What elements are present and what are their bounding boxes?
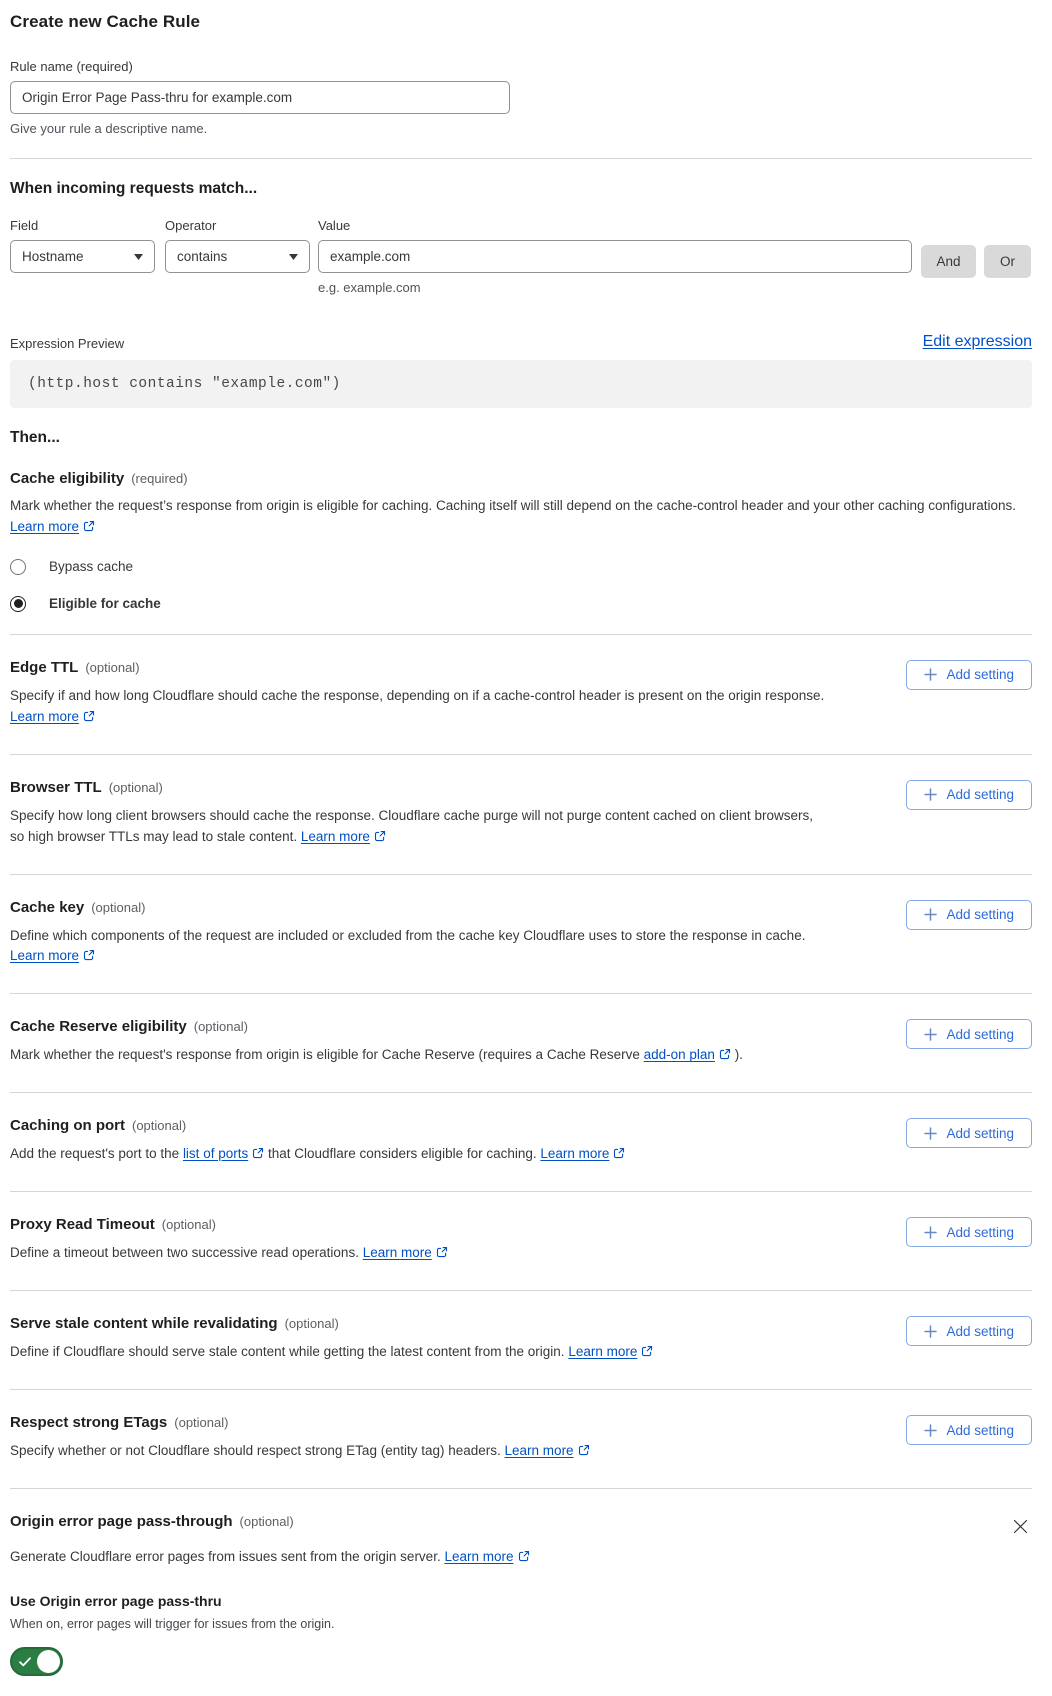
rule-name-label: Rule name (required) xyxy=(10,59,133,74)
add-setting-label: Add setting xyxy=(946,1323,1014,1339)
match-heading: When incoming requests match... xyxy=(10,180,258,197)
external-link-icon xyxy=(83,949,95,961)
section-heading: Caching on port xyxy=(10,1117,125,1135)
then-heading: Then... xyxy=(10,429,60,446)
edit-expression-link[interactable]: Edit expression xyxy=(922,333,1032,350)
learn-more-link[interactable]: Learn more xyxy=(10,948,95,963)
expression-code: (http.host contains "example.com") xyxy=(10,360,1032,408)
section-description: Add the request's port to the list of ports that Cloudflare considers eligible for caching. Learn more xyxy=(10,1144,828,1165)
add-setting-label: Add setting xyxy=(946,1026,1014,1042)
section-heading: Proxy Read Timeout xyxy=(10,1216,155,1234)
add-setting-button[interactable] xyxy=(906,1118,1032,1148)
section-description: Define if Cloudflare should serve stale content while getting the latest content from the origin. Learn more xyxy=(10,1342,828,1363)
external-link-icon xyxy=(719,1048,731,1060)
learn-more-link[interactable]: Learn more xyxy=(444,1549,529,1564)
plus-icon xyxy=(924,1028,937,1041)
external-link-icon xyxy=(83,710,95,722)
setting-section xyxy=(10,875,1032,995)
add-setting-label: Add setting xyxy=(946,787,1014,803)
close-button[interactable] xyxy=(1009,1515,1032,1538)
add-setting-button[interactable] xyxy=(906,1415,1032,1445)
section-heading: Cache Reserve eligibility xyxy=(10,1018,187,1036)
required-tag: (required) xyxy=(131,471,188,486)
toggle-knob xyxy=(37,1650,60,1673)
value-label: Value xyxy=(318,218,351,233)
learn-more-link[interactable]: Learn more xyxy=(568,1344,653,1359)
or-button[interactable]: Or xyxy=(984,245,1031,278)
origin-error-setting-label: Use Origin error page pass-thru xyxy=(10,1592,222,1609)
external-link-icon xyxy=(374,830,386,842)
external-link-icon xyxy=(252,1147,264,1159)
add-setting-label: Add setting xyxy=(946,1422,1014,1438)
cache-eligibility-description: Mark whether the request’s response from origin is eligible for caching. Caching itself will still depend on the cache-control header and your other caching configurations. Learn more xyxy=(10,498,1017,534)
radio-circle-checked-icon xyxy=(10,596,26,612)
origin-error-heading: Origin error page pass-through xyxy=(10,1512,233,1530)
page-title: Create new Cache Rule xyxy=(10,12,201,31)
plus-icon xyxy=(924,1424,937,1437)
expression-preview-row xyxy=(10,333,1032,351)
setting-section xyxy=(10,635,1032,755)
rule-name-helper: Give your rule a descriptive name. xyxy=(10,121,208,136)
optional-tag: (optional) xyxy=(161,1217,216,1233)
add-setting-label: Add setting xyxy=(946,907,1014,923)
external-link-icon xyxy=(641,1345,653,1357)
section-heading: Browser TTL xyxy=(10,778,102,796)
optional-settings-list xyxy=(10,634,1032,1489)
learn-more-link[interactable]: Learn more xyxy=(505,1443,590,1458)
optional-tag: (optional) xyxy=(91,899,146,915)
origin-error-description: Generate Cloudflare error pages from issues sent from the origin server. Learn more xyxy=(10,1547,1032,1568)
section-description: Define a timeout between two successive read operations. Learn more xyxy=(10,1243,828,1264)
add-setting-button[interactable] xyxy=(906,900,1032,930)
learn-more-link[interactable]: Learn more xyxy=(363,1245,448,1260)
setting-section xyxy=(10,1093,1032,1192)
plus-icon xyxy=(924,788,937,801)
add-setting-label: Add setting xyxy=(946,667,1014,683)
external-link-icon xyxy=(436,1246,448,1258)
learn-more-link[interactable]: Learn more xyxy=(540,1146,625,1161)
plus-icon xyxy=(924,908,937,921)
optional-tag: (optional) xyxy=(85,659,140,675)
origin-error-setting-helper: When on, error pages will trigger for issues from the origin. xyxy=(10,1616,335,1631)
field-select-value: Hostname xyxy=(22,249,84,264)
section-heading: Cache key xyxy=(10,898,85,916)
optional-tag: (optional) xyxy=(193,1019,248,1035)
external-link-icon xyxy=(83,520,95,532)
add-setting-button[interactable] xyxy=(906,780,1032,810)
origin-error-section xyxy=(10,1489,1032,1676)
radio-option-eligible-for-cache[interactable] xyxy=(10,596,161,612)
expression-preview-label: Expression Preview xyxy=(10,336,125,351)
plus-icon xyxy=(924,668,937,681)
chevron-down-icon xyxy=(134,254,143,260)
radio-label: Eligible for cache xyxy=(49,596,161,612)
and-button[interactable]: And xyxy=(921,245,976,278)
section-description: Specify how long client browsers should cache the response. Cloudflare cache purge will not purge content cached on client browsers, so high browser TTLs may lead to stale content. Learn more xyxy=(10,807,813,844)
add-setting-button[interactable] xyxy=(906,1217,1032,1247)
field-select[interactable] xyxy=(10,240,155,273)
plus-icon xyxy=(924,1226,937,1239)
section-description: Specify whether or not Cloudflare should respect strong ETag (entity tag) headers. Learn more xyxy=(10,1441,828,1462)
learn-more-link[interactable]: Learn more xyxy=(10,519,95,534)
value-helper: e.g. example.com xyxy=(318,280,421,295)
check-icon xyxy=(19,1657,31,1667)
chevron-down-icon xyxy=(289,254,298,260)
operator-label: Operator xyxy=(165,218,217,233)
origin-error-toggle[interactable] xyxy=(10,1647,63,1676)
value-input[interactable] xyxy=(318,240,912,273)
setting-section xyxy=(10,1291,1032,1390)
operator-select-value: contains xyxy=(177,249,228,264)
radio-option-bypass-cache[interactable] xyxy=(10,559,133,575)
rule-name-input[interactable] xyxy=(10,81,510,114)
setting-section xyxy=(10,1192,1032,1291)
cache-eligibility-heading: Cache eligibility xyxy=(10,470,125,487)
field-label: Field xyxy=(10,218,39,233)
plus-icon xyxy=(924,1325,937,1338)
divider xyxy=(10,158,1032,159)
close-icon xyxy=(1013,1519,1028,1534)
add-setting-label: Add setting xyxy=(946,1125,1014,1141)
optional-tag: (optional) xyxy=(239,1513,294,1529)
learn-more-link[interactable]: Learn more xyxy=(10,709,95,724)
add-setting-label: Add setting xyxy=(946,1224,1014,1240)
add-setting-button[interactable] xyxy=(906,1019,1032,1049)
external-link-icon xyxy=(578,1444,590,1456)
setting-section xyxy=(10,994,1032,1093)
optional-tag: (optional) xyxy=(108,779,163,795)
external-link-icon xyxy=(613,1147,625,1159)
optional-tag: (optional) xyxy=(174,1415,229,1431)
section-heading: Edge TTL xyxy=(10,658,79,676)
add-setting-button[interactable] xyxy=(906,1316,1032,1346)
optional-tag: (optional) xyxy=(132,1118,187,1134)
external-link-icon xyxy=(518,1550,530,1562)
setting-section xyxy=(10,1390,1032,1489)
section-heading: Serve stale content while revalidating xyxy=(10,1315,278,1333)
section-description: Mark whether the request's response from origin is eligible for Cache Reserve (requires a Cache Reserve add-on plan ). xyxy=(10,1047,743,1063)
setting-section xyxy=(10,755,1032,875)
add-setting-button[interactable] xyxy=(906,660,1032,690)
match-row xyxy=(10,218,1032,295)
operator-select[interactable] xyxy=(165,240,310,273)
plus-icon xyxy=(924,1127,937,1140)
optional-tag: (optional) xyxy=(284,1316,339,1332)
radio-circle-icon xyxy=(10,559,26,575)
learn-more-link[interactable]: Learn more xyxy=(301,829,386,844)
radio-label: Bypass cache xyxy=(49,559,134,575)
add-on-plan-link[interactable]: add-on plan xyxy=(644,1047,731,1062)
section-description: Define which components of the request are included or excluded from the cache key Cloudflare uses to store the response in cache. Learn more xyxy=(10,927,806,964)
section-description: Specify if and how long Cloudflare should cache the response, depending on if a cache-control header is present on the origin response. Learn more xyxy=(10,687,825,724)
section-heading: Respect strong ETags xyxy=(10,1414,168,1432)
list-of-ports-link[interactable]: list of ports xyxy=(183,1146,264,1161)
